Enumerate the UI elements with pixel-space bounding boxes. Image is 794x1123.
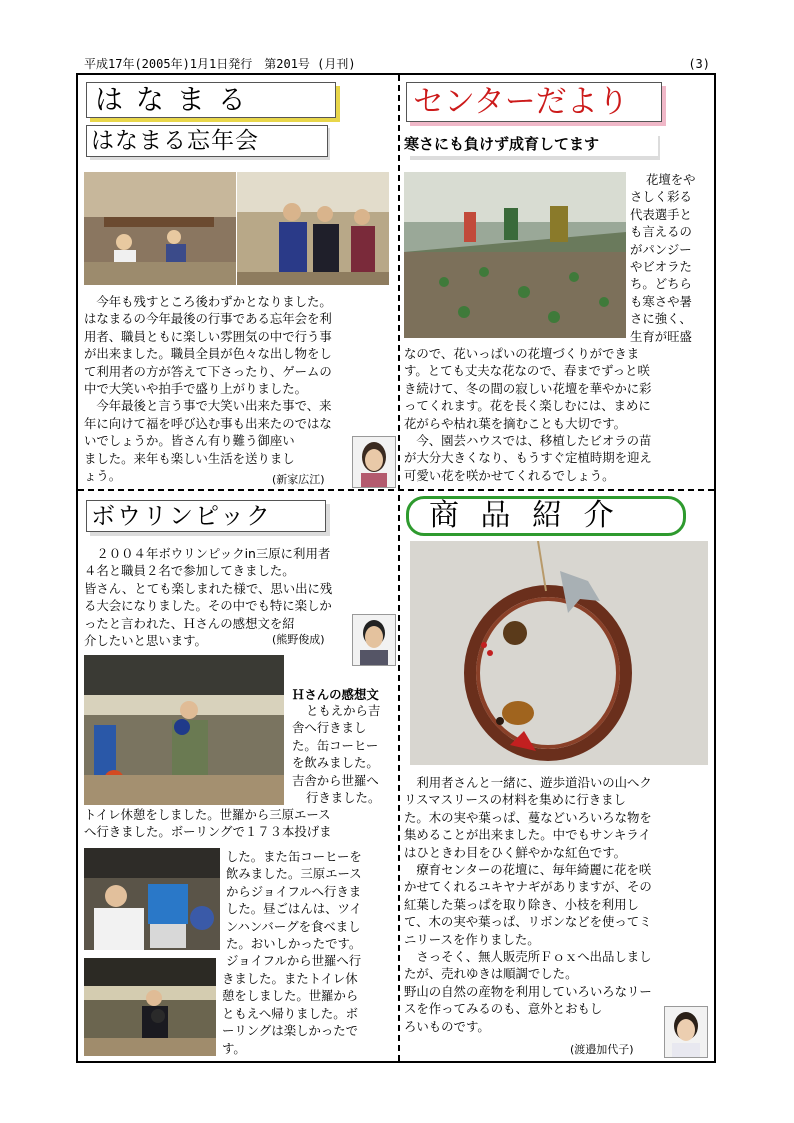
- products-text-line: ニリースを作りました。: [404, 931, 540, 947]
- center-text-line: が大分大きくなり、もうすぐ定植時期を迎え: [404, 450, 652, 466]
- center-text-line: 花壇をや: [646, 172, 696, 187]
- hanamaru-subtitle-box: [86, 125, 328, 157]
- essay-narrow-text: [292, 702, 398, 806]
- bowling-text-line: ２００４年ボウリンピックin三原に利用者: [96, 546, 331, 561]
- center-text-line: ってくれます。花を長く楽しむには、まめに: [404, 398, 651, 414]
- center-text-line: も言えるの: [630, 224, 692, 240]
- center-text-line: 花がらや枯れ葉を摘むことも大切です。: [404, 415, 627, 431]
- essay-text-line: す。: [222, 1040, 246, 1056]
- hanamaru-text-line: はなまるの今年最後の行事である忘年会を利: [84, 311, 332, 327]
- author-portrait-photo-2: [352, 614, 396, 666]
- essay-text-line: トイレ休憩をしました。世羅から三原エース: [84, 807, 331, 822]
- bowling-text-line: ったと言われた、Ｈさんの感想文を紹: [84, 615, 295, 631]
- bowling-photo-2: [84, 848, 220, 950]
- bowling-title: ボウリンピック: [91, 502, 273, 530]
- products-text-line: て、木の実や葉っぱ、リボンなどを使ってミ: [404, 914, 652, 930]
- essay-text-line: 舎へ行きまし: [292, 720, 367, 736]
- hanamaru-text-line: 今年最後と言う事で大笑い出来た事で、来: [96, 398, 332, 414]
- essay-text-line: した。また缶コーヒーを: [226, 849, 362, 864]
- hanamaru-text-line: 中で大笑いや拍手で盛り上がりました。: [84, 381, 308, 397]
- hanamaru-text-line: 用者、職員ともに楽しい雰囲気の中で行う事: [84, 328, 332, 344]
- greenhouse-photo: [404, 172, 626, 338]
- center-text-line: 代表選手と: [630, 206, 692, 222]
- essay-wide-text: [84, 806, 398, 841]
- center-text-line: 生育が旺盛: [630, 328, 692, 344]
- bowling-text-line: る大会になりました。その中でも特に楽しか: [84, 598, 332, 614]
- center-article: [404, 345, 714, 484]
- essay-text-line: ーリングは楽しかったで: [222, 1023, 359, 1039]
- products-text-line: かせてくれるユキヤナギがありますが、その: [404, 879, 652, 895]
- hanamaru-text-line: いでしょうか。皆さん有り難う御座い: [84, 433, 295, 449]
- essay-text-line: た。缶コーヒー: [292, 737, 379, 753]
- center-text-line: も寒さや暑: [630, 293, 692, 309]
- center-text-line: ち。どちら: [630, 276, 692, 292]
- essay-text-line: へ行きました。ボーリングで１７３本投げま: [84, 824, 332, 840]
- party-photo-1: [84, 172, 236, 285]
- hanamaru-text-line: ょう。: [84, 468, 122, 484]
- essay-text-line: ンハンバーグを食べまし: [226, 918, 361, 934]
- page-number: (3): [688, 57, 710, 71]
- products-text-line: 集めることが出来ました。中でもサンキライ: [404, 827, 651, 843]
- author-portrait-photo-3: [664, 1006, 708, 1058]
- products-article: [404, 774, 714, 1035]
- hanamaru-text-line: て利用者の方が答えて下さったり、ゲームの: [84, 363, 332, 379]
- hanamaru-article: [84, 293, 396, 484]
- essay-text-line: からジョイフルへ行きま: [226, 883, 362, 899]
- essay-text-line: きました。またトイレ休: [222, 971, 358, 986]
- essay-final-text: [222, 970, 398, 1057]
- party-photo-2: [237, 172, 389, 285]
- bowling-photo-1: [84, 655, 284, 805]
- products-text-line: リスマスリースの材料を集めに行きまし: [404, 792, 626, 808]
- products-text-line: スを作ってみるのも、意外とおもし: [404, 1001, 603, 1017]
- products-title-box: [406, 496, 686, 536]
- essay-middle-text: [226, 848, 398, 952]
- issue-info: 平成17年(2005年)1月1日発行 第201号 (月刊): [84, 57, 356, 71]
- essay-text-line: ともえへ帰りました。ボ: [222, 1005, 359, 1021]
- center-text-line: 可愛い花を咲かせてくれるでしょう。: [404, 467, 615, 483]
- products-text-line: 野山の自然の産物を利用していろいろなリー: [404, 983, 652, 999]
- hanamaru-title-box: [86, 82, 336, 118]
- essay-text-line: 飲みました。三原エース: [226, 866, 362, 882]
- products-credit: (渡邉加代子): [570, 1043, 634, 1056]
- center-text-line: さに強く、: [630, 311, 692, 327]
- products-text-line: 利用者さんと一緒に、遊歩道沿いの山へク: [416, 775, 652, 790]
- hanamaru-text-line: 年に向けて福を呼び込む事も出来たのではな: [84, 415, 332, 431]
- products-text-line: はひときわ目をひく鮮やかな紅色です。: [404, 844, 627, 860]
- essay-text-line: た。おいしかったです。: [226, 936, 362, 952]
- products-text-line: た。木の実や葉っぱ、蔓などいろいろな物を: [404, 809, 652, 825]
- hanamaru-text-line: 今年も残すところ後わずかとなりました。: [96, 294, 332, 309]
- essay-text-line: 吉舎から世羅へ: [292, 772, 379, 788]
- center-title: センターだより: [413, 84, 629, 120]
- products-text-line: たが、売れゆきは順調でした。: [404, 966, 578, 982]
- essay-text-line: を飲みました。: [292, 755, 379, 771]
- center-title-box: [406, 82, 662, 122]
- bowling-photo-3: [84, 958, 216, 1056]
- bowling-text-line: 介したいと思います。: [84, 633, 207, 649]
- wreath-photo: [410, 541, 708, 765]
- bowling-text-line: ４名と職員２名で参加してきました。: [84, 563, 295, 579]
- bowling-intro: [84, 545, 396, 649]
- hanamaru-credit: (新家広江): [272, 473, 325, 486]
- section-divider: [78, 489, 714, 491]
- center-subtitle-box: [404, 132, 658, 156]
- center-text-line: なので、花いっぱいの花壇づくりができま: [404, 346, 640, 361]
- bowling-title-box: [86, 500, 326, 532]
- center-subtitle: 寒さにも負けず成育してます: [404, 135, 600, 153]
- center-text-line: す。とても丈夫な花なので、春までずっと咲: [404, 363, 650, 379]
- bowling-text-line: 皆さん、とても楽しまれた様で、思い出に残: [84, 580, 333, 596]
- essay-text-line: ともえから吉: [306, 703, 381, 718]
- center-text-line: 今、園芸ハウスでは、移植したビオラの苗: [416, 433, 652, 449]
- essay-text-line: 憩をしました。世羅から: [222, 988, 359, 1004]
- center-text-line: やビオラた: [630, 259, 692, 275]
- products-text-line: 紅葉した葉っぱを取り除き、小枝を利用し: [404, 896, 639, 912]
- products-title: 商 品 紹 介: [429, 498, 620, 533]
- essay-text-line: ジョイフルから世羅へ行: [226, 953, 362, 968]
- products-text-line: さっそく、無人販売所Ｆｏｘへ出品しまし: [416, 949, 652, 965]
- products-text-line: ろいものです。: [404, 1018, 490, 1034]
- center-narrow-text: [630, 171, 712, 345]
- bowling-credit: (熊野俊成): [272, 633, 325, 646]
- author-portrait-photo: [352, 436, 396, 488]
- hanamaru-title: は な ま る: [95, 83, 248, 116]
- hanamaru-text-line: が出来ました。職員全員が色々な出し物をし: [84, 346, 332, 362]
- hanamaru-text-line: ました。来年も楽しい生活を送りまし: [84, 450, 295, 466]
- center-text-line: き続けて、冬の間の寂しい花壇を華やかに彩: [404, 380, 652, 396]
- column-divider: [398, 75, 400, 1061]
- essay-title: Ｈさんの感想文: [292, 687, 379, 702]
- essay-text-line: した。昼ごはんは、ツイ: [226, 901, 362, 917]
- hanamaru-subtitle: はなまる忘年会: [91, 128, 259, 154]
- center-text-line: がパンジー: [630, 241, 692, 257]
- issue-header: [84, 56, 710, 72]
- products-text-line: 療育センターの花壇に、毎年綺麗に花を咲: [416, 862, 652, 878]
- center-text-line: さしく彩る: [630, 189, 692, 205]
- essay-text-line: 行きました。: [306, 790, 381, 806]
